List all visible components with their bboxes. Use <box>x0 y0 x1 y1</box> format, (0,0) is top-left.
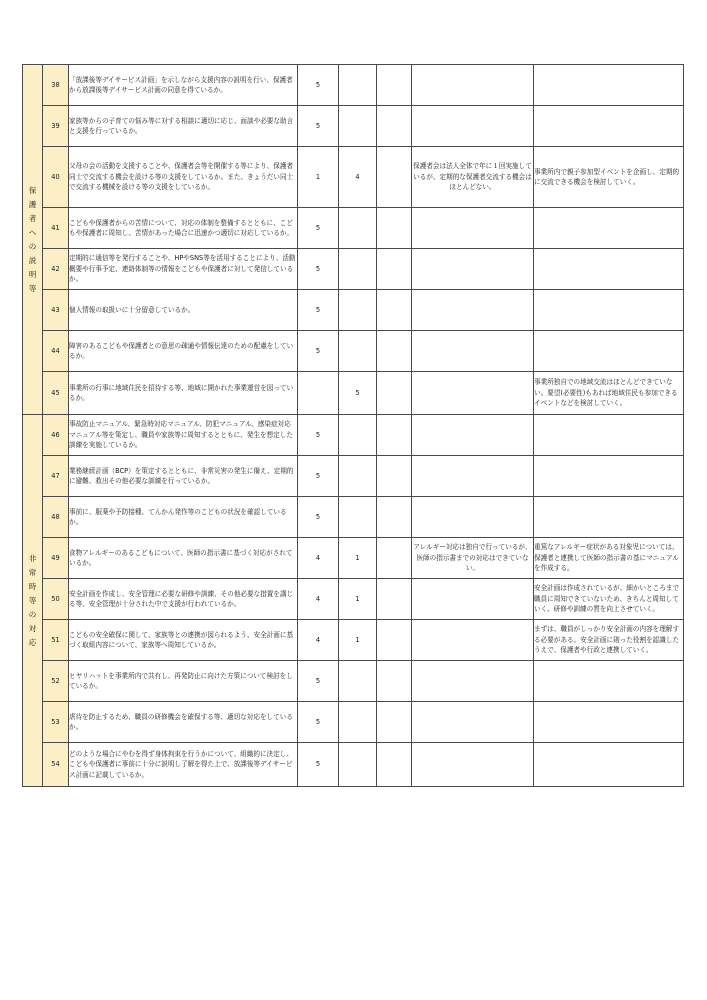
row-number: 52 <box>43 661 69 702</box>
evaluation-item: 定期的に通信等を発行することや、HPやSNS等を活用することにより、活動概要や行事予定、連絡体制等の情報をこどもや保護者に対して発信しているか。 <box>69 249 298 290</box>
no-count <box>339 290 377 331</box>
yes-count: 5 <box>298 415 339 456</box>
row-number: 47 <box>43 456 69 497</box>
no-count: 1 <box>339 538 377 579</box>
improvement-cell: 事業所独自での地域交流はほとんどできていない。要望(必要性)もあれば地域住民も参加できるイベントなどを検討していく。 <box>534 372 684 415</box>
table-row <box>23 372 684 415</box>
table-row <box>23 743 684 787</box>
category-cell <box>23 415 43 787</box>
evaluation-item: 虐待を防止するため、職員の研修機会を確保する等、適切な対応をしているか。 <box>69 702 298 743</box>
table-row <box>23 290 684 331</box>
no-count <box>339 702 377 743</box>
yes-count: 1 <box>298 147 339 208</box>
comment-cell <box>412 456 534 497</box>
unknown-count <box>377 661 412 702</box>
no-count <box>339 331 377 372</box>
evaluation-item: 父母の会の活動を支援することや、保護者会等を開催する等により、保護者同士で交流する機会を設ける等の支援をしているか。また、きょうだい同士で交流する機械を設ける等の支援をしているか。 <box>69 147 298 208</box>
improvement-cell: まずは、職員がしっかり安全計画の内容を理解する必要がある。安全計画に則った役割を認識したうえで、保護者や行政と連携していく。 <box>534 620 684 661</box>
row-number: 54 <box>43 743 69 787</box>
comment-cell <box>412 415 534 456</box>
evaluation-item: 事前に、服薬や予防接種、てんかん発作等のこどもの状況を確認しているか。 <box>69 497 298 538</box>
improvement-cell <box>534 290 684 331</box>
unknown-count <box>377 249 412 290</box>
no-count <box>339 249 377 290</box>
evaluation-item: 業務継続計画（BCP）を策定するとともに、非常災害の発生に備え、定期的に避難、救出その他必要な訓練を行っているか。 <box>69 456 298 497</box>
no-count <box>339 65 377 106</box>
unknown-count <box>377 456 412 497</box>
table-row <box>23 208 684 249</box>
evaluation-item: こどもの安全確保に関して、家族等との連携が図られるよう、安全計画に基づく取組内容について、家族等へ周知しているか。 <box>69 620 298 661</box>
improvement-cell <box>534 208 684 249</box>
improvement-cell <box>534 331 684 372</box>
table-row <box>23 249 684 290</box>
evaluation-item: 「放課後等デイサービス計画」を示しながら支援内容の説明を行い、保護者から放課後等デイサービス計画の同意を得ているか。 <box>69 65 298 106</box>
comment-cell <box>412 743 534 787</box>
yes-count: 5 <box>298 249 339 290</box>
row-number: 41 <box>43 208 69 249</box>
no-count <box>339 743 377 787</box>
table-row <box>23 331 684 372</box>
unknown-count <box>377 579 412 620</box>
row-number: 49 <box>43 538 69 579</box>
evaluation-item: どのような場合にやむを得ず身体拘束を行うかについて、組織的に決定し、こどもや保護者に事前に十分に説明し了解を得た上で、放課後等デイサービス計画に記載しているか。 <box>69 743 298 787</box>
row-number: 51 <box>43 620 69 661</box>
table-row <box>23 538 684 579</box>
improvement-cell <box>534 456 684 497</box>
improvement-cell: 重篤なアレルギー症状がある対象児については、保護者と連携して医師の指示書の基にマニュアルを作成する。 <box>534 538 684 579</box>
evaluation-item: ヒヤリハットを事業所内で共有し、再発防止に向けた方策について検討をしているか。 <box>69 661 298 702</box>
comment-cell <box>412 331 534 372</box>
improvement-cell <box>534 661 684 702</box>
comment-cell <box>412 620 534 661</box>
unknown-count <box>377 290 412 331</box>
no-count: 1 <box>339 620 377 661</box>
category-label-guardian-explanation: 保護者への説明等 <box>28 185 37 293</box>
row-number: 43 <box>43 290 69 331</box>
improvement-cell <box>534 743 684 787</box>
unknown-count <box>377 415 412 456</box>
no-count: 1 <box>339 579 377 620</box>
comment-cell <box>412 208 534 249</box>
evaluation-item: 事業所の行事に地域住民を招待する等、地域に開かれた事業運営を図っているか。 <box>69 372 298 415</box>
table-row <box>23 415 684 456</box>
row-number: 39 <box>43 106 69 147</box>
unknown-count <box>377 106 412 147</box>
no-count <box>339 497 377 538</box>
improvement-cell <box>534 415 684 456</box>
comment-cell: 保護者会は法人全体で年に１回実施しているが、定期的な保護者交流する機会はほとんどない。 <box>412 147 534 208</box>
table-row <box>23 661 684 702</box>
no-count <box>339 415 377 456</box>
improvement-cell: 事業所内で親子参加型イベントを企画し、定期的に交流できる機会を検討していく。 <box>534 147 684 208</box>
yes-count: 5 <box>298 331 339 372</box>
comment-cell <box>412 497 534 538</box>
no-count <box>339 456 377 497</box>
no-count <box>339 106 377 147</box>
yes-count: 4 <box>298 620 339 661</box>
yes-count: 5 <box>298 661 339 702</box>
row-number: 44 <box>43 331 69 372</box>
table-row <box>23 579 684 620</box>
comment-cell: アレルギー対応は独自で行っているが、医師の指示書までの対応はできていない。 <box>412 538 534 579</box>
improvement-cell <box>534 249 684 290</box>
yes-count: 4 <box>298 538 339 579</box>
yes-count <box>298 372 339 415</box>
yes-count: 5 <box>298 106 339 147</box>
unknown-count <box>377 743 412 787</box>
yes-count: 5 <box>298 290 339 331</box>
table-row <box>23 147 684 208</box>
yes-count: 5 <box>298 743 339 787</box>
table-row <box>23 106 684 147</box>
row-number: 53 <box>43 702 69 743</box>
yes-count: 5 <box>298 456 339 497</box>
category-cell <box>23 65 43 415</box>
table-row <box>23 497 684 538</box>
comment-cell <box>412 249 534 290</box>
comment-cell <box>412 661 534 702</box>
comment-cell <box>412 372 534 415</box>
evaluation-item: 安全計画を作成し、安全管理に必要な研修や訓練、その他必要な措置を講じる等、安全管理が十分された中で支援が行われているか。 <box>69 579 298 620</box>
table-row <box>23 65 684 106</box>
unknown-count <box>377 620 412 661</box>
improvement-cell: 安全計画は作成されているが、細かいところまで職員に周知できていないため、きちんと周知していく。研修や訓練の質を向上させていく。 <box>534 579 684 620</box>
row-number: 38 <box>43 65 69 106</box>
no-count <box>339 661 377 702</box>
yes-count: 4 <box>298 579 339 620</box>
category-label-emergency-response: 非常時等の対応 <box>28 553 37 647</box>
no-count: 4 <box>339 147 377 208</box>
improvement-cell <box>534 702 684 743</box>
comment-cell <box>412 106 534 147</box>
evaluation-item: 家族等からの子育ての悩み等に対する相談に適切に応じ、面談や必要な助言と支援を行っているか。 <box>69 106 298 147</box>
yes-count: 5 <box>298 65 339 106</box>
improvement-cell <box>534 65 684 106</box>
evaluation-item: 事故防止マニュアル、緊急時対応マニュアル、防犯マニュアル、感染症対応マニュアル等を策定し、職員や家族等に周知するとともに、発生を想定した訓練を実施しているか。 <box>69 415 298 456</box>
no-count: 5 <box>339 372 377 415</box>
yes-count: 5 <box>298 702 339 743</box>
improvement-cell <box>534 106 684 147</box>
evaluation-item: 食物アレルギーのあるこどもについて、医師の指示書に基づく対応がされているか。 <box>69 538 298 579</box>
unknown-count <box>377 702 412 743</box>
evaluation-item: 個人情報の取扱いに十分留意しているか。 <box>69 290 298 331</box>
row-number: 42 <box>43 249 69 290</box>
unknown-count <box>377 538 412 579</box>
comment-cell <box>412 579 534 620</box>
unknown-count <box>377 497 412 538</box>
self-evaluation-table <box>22 64 684 787</box>
unknown-count <box>377 147 412 208</box>
unknown-count <box>377 331 412 372</box>
row-number: 40 <box>43 147 69 208</box>
row-number: 50 <box>43 579 69 620</box>
unknown-count <box>377 372 412 415</box>
row-number: 48 <box>43 497 69 538</box>
evaluation-item: こどもや保護者からの苦情について、対応の体制を整備するとともに、こどもや保護者に周知し、苦情があった場合に迅速かつ適切に対応しているか。 <box>69 208 298 249</box>
evaluation-item: 障害のあるこどもや保護者との意思の疎通や情報伝達のための配慮をしているか。 <box>69 331 298 372</box>
table-row <box>23 456 684 497</box>
unknown-count <box>377 208 412 249</box>
unknown-count <box>377 65 412 106</box>
row-number: 45 <box>43 372 69 415</box>
evaluation-sheet <box>22 64 683 787</box>
comment-cell <box>412 290 534 331</box>
row-number: 46 <box>43 415 69 456</box>
table-row <box>23 702 684 743</box>
improvement-cell <box>534 497 684 538</box>
comment-cell <box>412 702 534 743</box>
no-count <box>339 208 377 249</box>
table-row <box>23 620 684 661</box>
yes-count: 5 <box>298 497 339 538</box>
yes-count: 5 <box>298 208 339 249</box>
comment-cell <box>412 65 534 106</box>
